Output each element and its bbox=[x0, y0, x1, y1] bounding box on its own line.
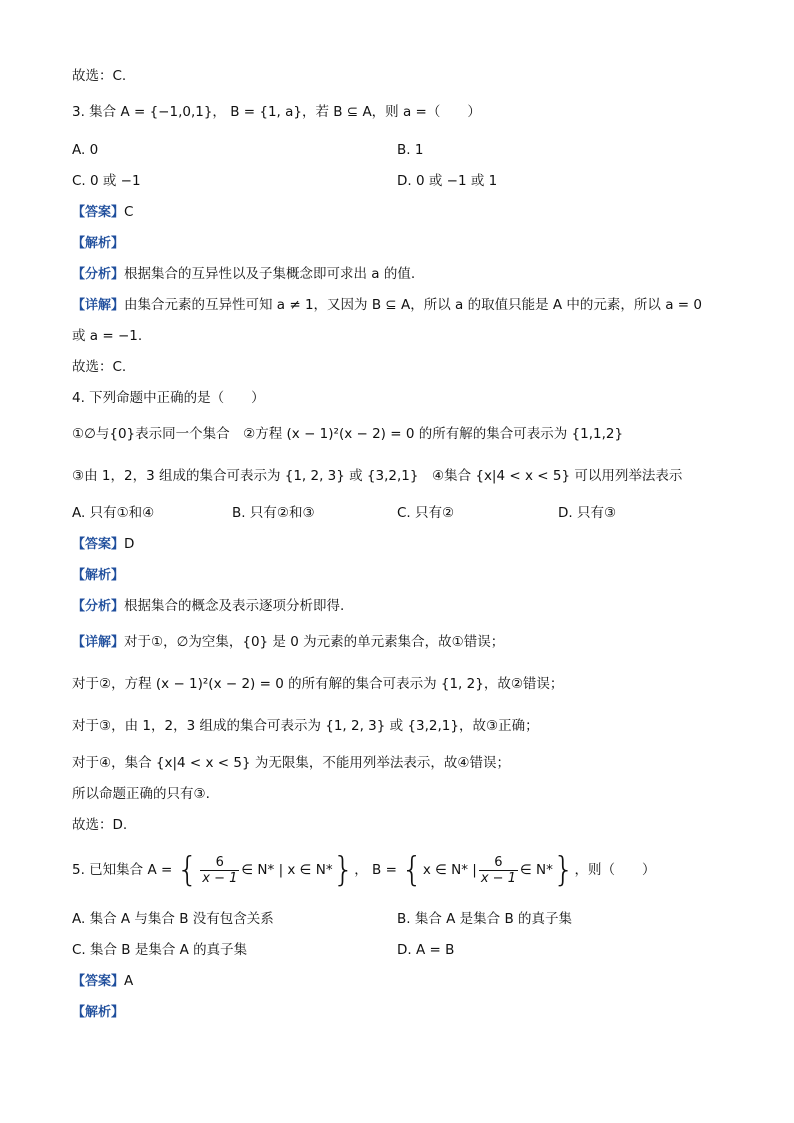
set-a-condition: ∈ N* | x ∈ N* bbox=[241, 862, 333, 878]
analysis-line bbox=[72, 1003, 124, 1022]
option-b: B. 1 bbox=[397, 142, 424, 158]
analysis-tag: 【解析】 bbox=[72, 1005, 125, 1020]
brace-close: } bbox=[332, 850, 355, 890]
fraction-numerator: 6 bbox=[200, 855, 239, 871]
analysis-line bbox=[72, 566, 124, 585]
text-line: 故选：C. bbox=[72, 359, 127, 375]
brace-open: { bbox=[401, 850, 423, 890]
xiangjie-tag: 【详解】 bbox=[72, 298, 125, 313]
option-b: B. 集合 A 是集合 B 的真子集 bbox=[397, 911, 573, 927]
fraction-numerator: 6 bbox=[479, 855, 518, 871]
answer-line bbox=[72, 535, 134, 554]
set-b-right: ∈ N* bbox=[519, 862, 553, 878]
option-d: D. 0 或 −1 或 1 bbox=[397, 173, 498, 189]
fenxi-tag: 【分析】 bbox=[72, 599, 125, 614]
statement-line: ③由 1，2，3 组成的集合可表示为 {1, 2, 3} 或 {3,2,1} ④集合 {x|4 < x < 5} 可以用列举法表示 bbox=[72, 468, 683, 484]
answer-tag: 【答案】 bbox=[72, 205, 125, 220]
brace-open: { bbox=[176, 850, 199, 890]
text-line: 对于②，方程 (x − 1)²(x − 2) = 0 的所有解的集合可表示为 {1, 2}，故②错误； bbox=[72, 676, 564, 692]
q5-b-label: ， B = bbox=[354, 862, 397, 878]
fraction bbox=[200, 855, 239, 886]
answer-text: C bbox=[124, 204, 134, 220]
question-3: 3. 集合 A = {−1,0,1}， B = {1, a}，若 B ⊆ A，则 a =（ ） bbox=[72, 104, 481, 120]
q5-prefix: 5. 已知集合 A = bbox=[72, 862, 173, 878]
option-a: A. 0 bbox=[72, 142, 99, 158]
analysis-tag: 【解析】 bbox=[72, 236, 125, 251]
fenxi-text: 根据集合的互异性以及子集概念即可求出 a 的值. bbox=[124, 266, 416, 282]
fenxi-tag: 【分析】 bbox=[72, 267, 125, 282]
option-d: D. 只有③ bbox=[558, 505, 617, 521]
xiangjie-line bbox=[72, 296, 702, 315]
option-d: D. A = B bbox=[397, 942, 455, 958]
xiangjie-text: 对于①，∅为空集，{0} 是 0 为元素的单元素集合，故①错误； bbox=[124, 634, 505, 650]
fenxi-line bbox=[72, 265, 415, 284]
option-c: C. 0 或 −1 bbox=[72, 173, 141, 189]
question-5 bbox=[72, 850, 656, 890]
answer-text: D bbox=[124, 536, 135, 552]
text-line: 故选：D. bbox=[72, 817, 128, 833]
fraction bbox=[479, 855, 518, 886]
answer-tag: 【答案】 bbox=[72, 537, 125, 552]
fenxi-text: 根据集合的概念及表示逐项分析即得. bbox=[124, 598, 345, 614]
xiangjie-line bbox=[72, 633, 504, 652]
analysis-line bbox=[72, 234, 124, 253]
xiangjie-text: 由集合元素的互异性可知 a ≠ 1，又因为 B ⊆ A，所以 a 的取值只能是 A 中的元素，所以 a = 0 bbox=[124, 297, 702, 313]
answer-text: A bbox=[124, 973, 134, 989]
fenxi-line bbox=[72, 597, 344, 616]
text-line: 故选：C. bbox=[72, 68, 127, 84]
answer-line bbox=[72, 203, 133, 222]
option-a: A. 只有①和④ bbox=[72, 505, 155, 521]
question-4: 4. 下列命题中正确的是（ ） bbox=[72, 390, 265, 406]
option-a: A. 集合 A 与集合 B 没有包含关系 bbox=[72, 911, 274, 927]
text-line: 或 a = −1. bbox=[72, 328, 143, 344]
analysis-tag: 【解析】 bbox=[72, 568, 125, 583]
xiangjie-tag: 【详解】 bbox=[72, 635, 125, 650]
brace-close: } bbox=[552, 850, 575, 890]
statement-line: ①∅与{0}表示同一个集合 ②方程 (x − 1)²(x − 2) = 0 的所有解的集合可表示为 {1,1,2} bbox=[72, 426, 624, 442]
option-b: B. 只有②和③ bbox=[232, 505, 315, 521]
option-c: C. 集合 B 是集合 A 的真子集 bbox=[72, 942, 248, 958]
fraction-denominator: x − 1 bbox=[480, 870, 516, 886]
q5-suffix: ，则（ ） bbox=[574, 862, 656, 878]
text-line: 对于④，集合 {x|4 < x < 5} 为无限集，不能用列举法表示，故④错误； bbox=[72, 755, 510, 771]
text-line: 对于③，由 1，2，3 组成的集合可表示为 {1, 2, 3} 或 {3,2,1}，故③正确； bbox=[72, 718, 539, 734]
text-line: 所以命题正确的只有③. bbox=[72, 786, 210, 802]
fraction-denominator: x − 1 bbox=[202, 870, 238, 886]
set-b-left: x ∈ N* | bbox=[422, 862, 477, 878]
answer-tag: 【答案】 bbox=[72, 974, 125, 989]
answer-line bbox=[72, 972, 133, 991]
option-c: C. 只有② bbox=[397, 505, 455, 521]
